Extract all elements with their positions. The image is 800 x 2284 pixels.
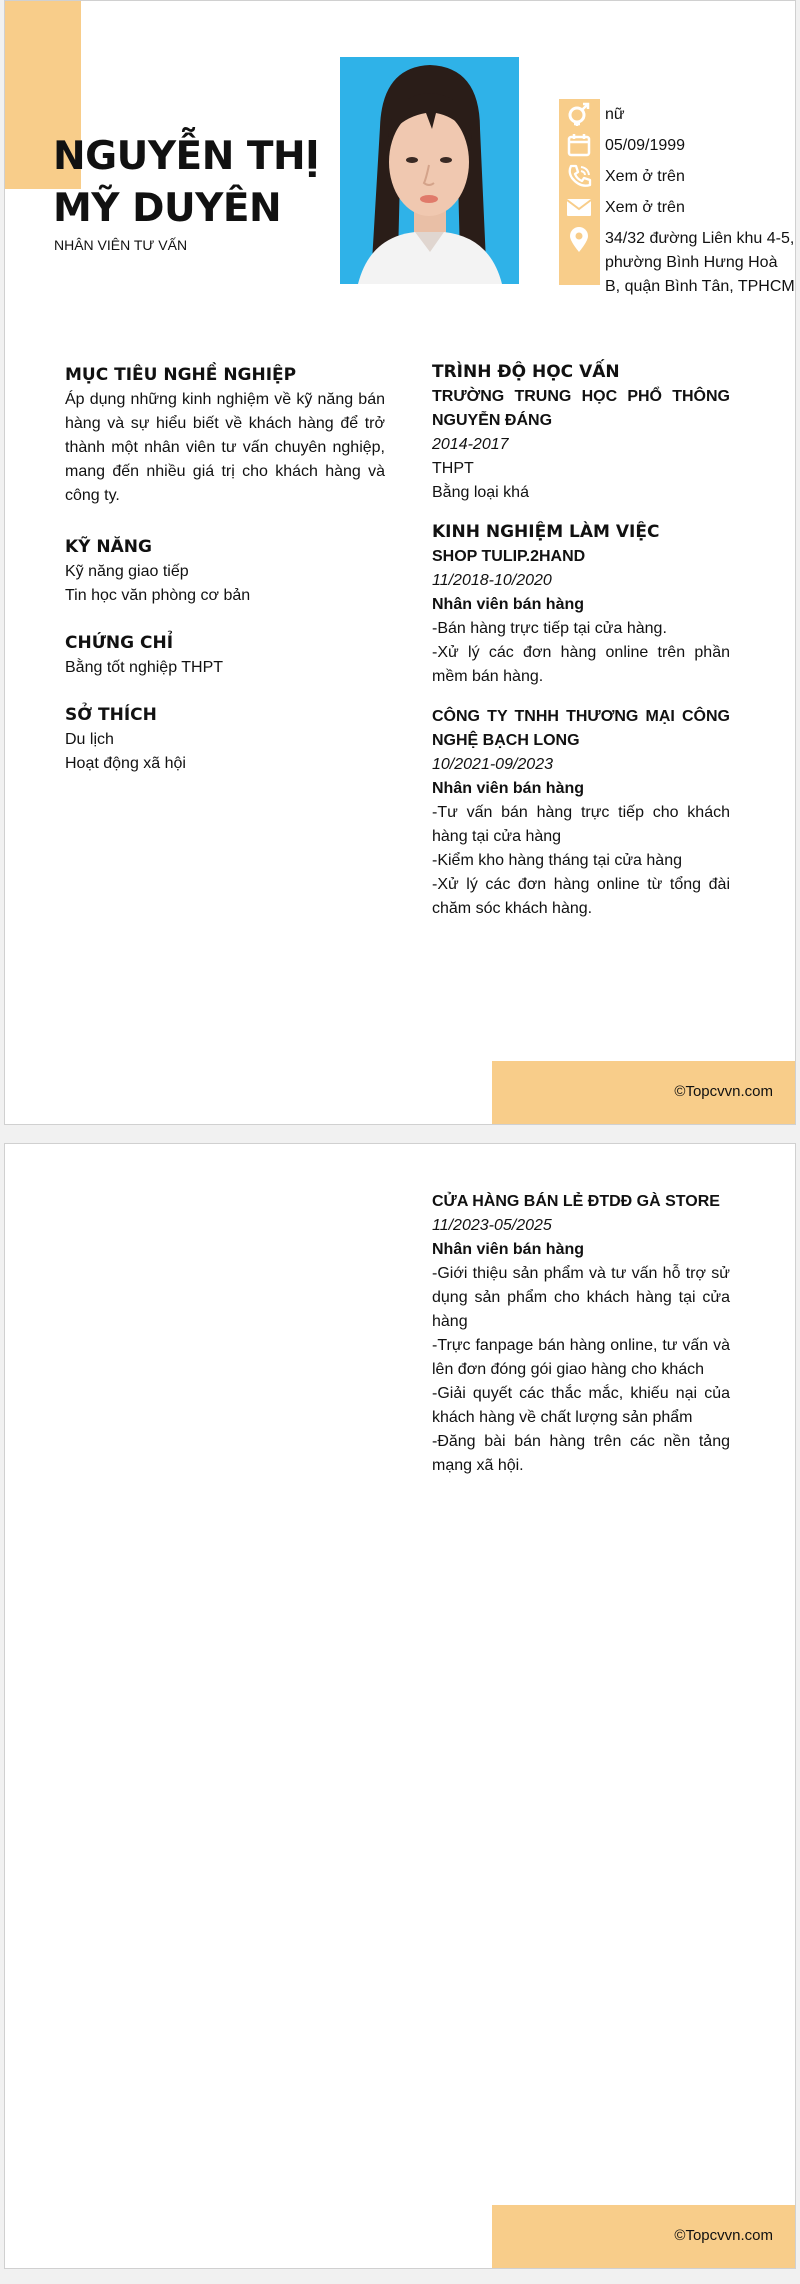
education-period: 2014-2017 <box>432 436 509 453</box>
candidate-name: NGUYỄN THỊ MỸ DUYÊN <box>53 134 320 231</box>
education-title: TRÌNH ĐỘ HỌC VẤN <box>432 362 620 382</box>
objective-title: MỤC TIÊU NGHỀ NGHIỆP <box>65 365 297 385</box>
experience-title: KINH NGHIỆM LÀM VIỆC <box>432 522 660 542</box>
job-duty: -Bán hàng trực tiếp tại cửa hàng. <box>432 620 667 637</box>
contact-birthday: 05/09/1999 <box>605 137 686 154</box>
job-position: Nhân viên bán hàng <box>432 1241 585 1258</box>
cv-page-1 <box>4 0 796 1125</box>
objective-section <box>65 362 385 508</box>
job-entry <box>432 1190 730 1478</box>
job-company: CÔNG TY TNHH THƯƠNG MẠI CÔNG NGHỆ BẠCH LONG <box>432 708 730 749</box>
job-duty: -Xử lý các đơn hàng online từ tổng đài chăm sóc khách hàng. <box>432 876 730 917</box>
certificates-section <box>65 630 385 680</box>
job-entry <box>432 705 730 921</box>
contact-gender: nữ <box>605 106 625 123</box>
calendar-icon <box>564 132 594 158</box>
right-column <box>432 359 730 921</box>
hobby-item: Hoạt động xã hội <box>65 755 186 772</box>
candidate-role: NHÂN VIÊN TƯ VẤN <box>54 237 188 253</box>
hobbies-section <box>65 702 385 776</box>
job-period: 11/2023-05/2025 <box>432 1217 552 1234</box>
footer-accent-block <box>492 1061 795 1124</box>
job-entry <box>432 545 730 689</box>
job-duty: -Kiểm kho hàng tháng tại cửa hàng <box>432 852 682 869</box>
job-duty: -Tư vấn bán hàng trực tiếp cho khách hàng tại cửa hàng <box>432 804 730 845</box>
job-duty: -Giải quyết các thắc mắc, khiếu nại của khách hàng về chất lượng sản phẩm <box>432 1385 730 1426</box>
location-pin-icon <box>564 227 594 253</box>
job-position: Nhân viên bán hàng <box>432 780 585 797</box>
certificate-item: Bằng tốt nghiệp THPT <box>65 659 224 676</box>
footer-brand: ©Topcvvn.com <box>674 2227 773 2244</box>
footer-brand: ©Topcvvn.com <box>674 1083 773 1100</box>
email-icon <box>564 194 594 220</box>
job-duty: -Xử lý các đơn hàng online trên phần mềm bán hàng. <box>432 644 730 685</box>
contact-email: Xem ở trên <box>605 199 685 216</box>
job-period: 11/2018-10/2020 <box>432 572 552 589</box>
skill-item: Kỹ năng giao tiếp <box>65 563 189 580</box>
job-duty: -Trực fanpage bán hàng online, tư vấn và lên đơn đóng gói giao hàng cho khách <box>432 1337 730 1378</box>
job-duty: -Đăng bài bán hàng trên các nền tảng mạng xã hội. <box>432 1433 730 1474</box>
job-company: CỬA HÀNG BÁN LẺ ĐTDĐ GÀ STORE <box>432 1193 720 1210</box>
footer-accent-block <box>492 2205 795 2268</box>
contact-address: 34/32 đường Liên khu 4-5, phường Bình Hưng Hoà B, quận Bình Tân, TPHCM <box>605 230 795 295</box>
profile-photo <box>340 57 519 284</box>
education-section <box>432 359 730 505</box>
contact-phone: Xem ở trên <box>605 168 685 185</box>
skill-item: Tin học văn phòng cơ bản <box>65 587 251 604</box>
objective-text: Áp dụng những kinh nghiệm về kỹ năng bán hàng và sự hiểu biết về khách hàng để trở thành một nhân viên tư vấn chuyên nghiệp, mang đến nhiều giá trị cho khách hàng và công ty. <box>65 391 385 504</box>
job-position: Nhân viên bán hàng <box>432 596 585 613</box>
job-duty: -Giới thiệu sản phẩm và tư vấn hỗ trợ sử dụng sản phẩm cho khách hàng tại cửa hàng <box>432 1265 730 1330</box>
skills-title: KỸ NĂNG <box>65 537 152 557</box>
right-column-continued <box>432 1190 730 1478</box>
job-company: SHOP TULIP.2HAND <box>432 548 586 565</box>
education-level: THPT <box>432 460 474 477</box>
certificates-title: CHỨNG CHỈ <box>65 633 174 653</box>
education-grade: Bằng loại khá <box>432 484 529 501</box>
school-name: TRƯỜNG TRUNG HỌC PHỔ THÔNG NGUYỄN ĐÁNG <box>432 388 730 429</box>
skills-section <box>65 534 385 608</box>
phone-icon <box>564 163 594 189</box>
job-period: 10/2021-09/2023 <box>432 756 553 773</box>
hobby-item: Du lịch <box>65 731 114 748</box>
experience-section <box>432 519 730 921</box>
gender-icon <box>564 101 594 127</box>
left-column <box>65 362 385 776</box>
hobbies-title: SỞ THÍCH <box>65 705 157 725</box>
cv-page-2 <box>4 1143 796 2269</box>
